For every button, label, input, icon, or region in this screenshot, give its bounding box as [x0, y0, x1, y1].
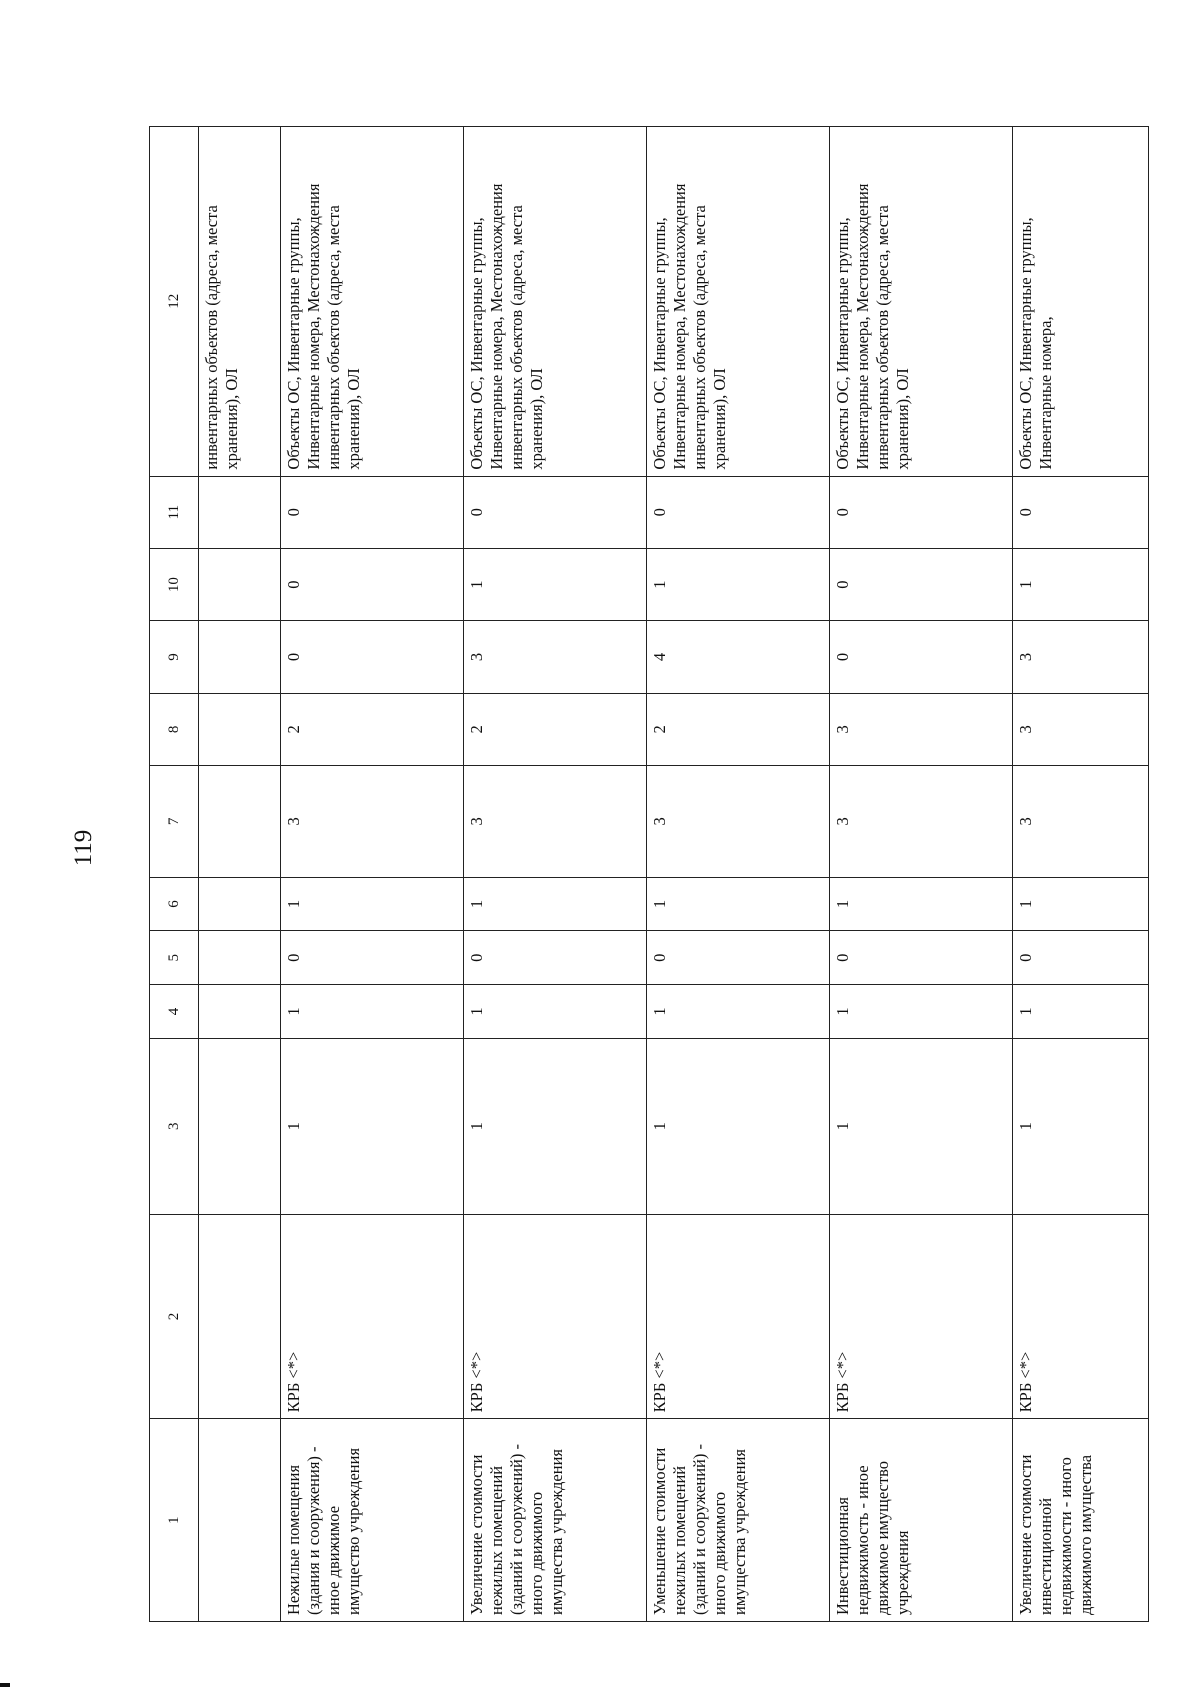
table-cell	[199, 548, 281, 620]
table-cell: 3	[464, 766, 647, 878]
header-cell: 8	[150, 693, 199, 765]
table-cell: 1	[647, 548, 830, 620]
table-cell: 1	[464, 548, 647, 620]
table-cell: 0	[830, 931, 1013, 985]
table-cell: 3	[830, 693, 1013, 765]
continuation-row	[199, 127, 281, 1622]
table-cell: Объекты ОС, Инвентарные группы, Инвентарные номера, Местонахождения инвентарных объектов (адреса, места хранения), ОЛ	[281, 127, 464, 477]
table-cell: 1	[464, 1038, 647, 1214]
table-cell: КРБ <*>	[464, 1214, 647, 1419]
table-cell: 0	[647, 931, 830, 985]
header-cell: 4	[150, 985, 199, 1039]
table-cell: 1	[830, 985, 1013, 1039]
table-cell	[199, 693, 281, 765]
table-cell: 2	[281, 693, 464, 765]
table-cell: 1	[464, 877, 647, 931]
table-cell: КРБ <*>	[1013, 1214, 1149, 1419]
table-cell: 0	[281, 548, 464, 620]
header-cell: 11	[150, 476, 199, 548]
table-cell: 1	[830, 877, 1013, 931]
table-cell	[199, 1038, 281, 1214]
table-cell: 1	[1013, 548, 1149, 620]
table-cell: 0	[281, 476, 464, 548]
table-cell: 1	[1013, 985, 1149, 1039]
table-cell: КРБ <*>	[830, 1214, 1013, 1419]
table-cell: инвентарных объектов (адреса, места хранения), ОЛ	[199, 127, 281, 477]
table-cell: 0	[647, 476, 830, 548]
table-cell: 0	[464, 476, 647, 548]
header-cell: 7	[150, 766, 199, 878]
table-cell: 2	[464, 693, 647, 765]
table-cell: КРБ <*>	[647, 1214, 830, 1419]
header-cell: 1	[150, 1419, 199, 1622]
header-cell: 9	[150, 621, 199, 693]
table-row	[647, 127, 830, 1622]
table-cell: 0	[830, 548, 1013, 620]
table-cell: 1	[1013, 1038, 1149, 1214]
page-number: 119	[70, 829, 97, 867]
table-cell: 1	[830, 1038, 1013, 1214]
table-cell: Объекты ОС, Инвентарные группы, Инвентарные номера, Местонахождения инвентарных объектов (адреса, места хранения), ОЛ	[464, 127, 647, 477]
table-cell: Уменьшение стоимости нежилых помещений (зданий и сооружений) - иного движимого имущества учреждения	[647, 1419, 830, 1622]
table-cell: 0	[830, 476, 1013, 548]
table-cell: 3	[830, 766, 1013, 878]
table-cell: 2	[647, 693, 830, 765]
table-cell: 3	[464, 621, 647, 693]
table-cell: КРБ <*>	[281, 1214, 464, 1419]
table-cell: 3	[1013, 693, 1149, 765]
table-cell: Нежилые помещения (здания и сооружения) - иное движимое имущество учреждения	[281, 1419, 464, 1622]
header-row	[150, 127, 199, 1622]
header-cell: 3	[150, 1038, 199, 1214]
table-cell	[199, 1214, 281, 1419]
table-cell: 1	[281, 877, 464, 931]
table-cell: Инвестиционная недвижимость - иное движимое имущество учреждения	[830, 1419, 1013, 1622]
table-cell: Увеличение стоимости нежилых помещений (зданий и сооружений) - иного движимого имущества учреждения	[464, 1419, 647, 1622]
table-row	[281, 127, 464, 1622]
table-cell: 0	[1013, 476, 1149, 548]
table-cell	[199, 931, 281, 985]
table-cell: Объекты ОС, Инвентарные группы, Инвентарные номера,	[1013, 127, 1149, 477]
table-cell: 0	[281, 931, 464, 985]
table-row	[1013, 127, 1149, 1622]
rotated-table-wrapper	[149, 126, 1141, 1622]
table-cell	[199, 766, 281, 878]
table-cell	[199, 877, 281, 931]
table-cell: 4	[647, 621, 830, 693]
table-cell: 0	[1013, 931, 1149, 985]
table-cell: 1	[281, 1038, 464, 1214]
header-cell: 5	[150, 931, 199, 985]
table-cell	[199, 476, 281, 548]
accounting-table	[149, 126, 1149, 1622]
table-cell: Объекты ОС, Инвентарные группы, Инвентарные номера, Местонахождения инвентарных объектов (адреса, места хранения), ОЛ	[830, 127, 1013, 477]
table-cell: 0	[281, 621, 464, 693]
table-cell: Объекты ОС, Инвентарные группы, Инвентарные номера, Местонахождения инвентарных объектов (адреса, места хранения), ОЛ	[647, 127, 830, 477]
table-cell: 1	[647, 985, 830, 1039]
header-cell: 6	[150, 877, 199, 931]
table-cell: 3	[1013, 766, 1149, 878]
table-cell	[199, 1419, 281, 1622]
table-row	[830, 127, 1013, 1622]
scan-edge-mark	[0, 1683, 10, 1687]
table-row	[464, 127, 647, 1622]
table-cell: 1	[1013, 877, 1149, 931]
table-cell: 1	[464, 985, 647, 1039]
table-cell: 0	[464, 931, 647, 985]
header-cell: 10	[150, 548, 199, 620]
header-cell: 2	[150, 1214, 199, 1419]
table-cell: 3	[1013, 621, 1149, 693]
table-cell	[199, 621, 281, 693]
table-cell: 1	[647, 1038, 830, 1214]
table-cell: 3	[281, 766, 464, 878]
table-cell: Увеличение стоимости инвестиционной недвижимости - иного движимого имущества	[1013, 1419, 1149, 1622]
table-cell: 0	[830, 621, 1013, 693]
table-cell: 3	[647, 766, 830, 878]
header-cell: 12	[150, 127, 199, 477]
table-cell: 1	[647, 877, 830, 931]
table-cell	[199, 985, 281, 1039]
table-cell: 1	[281, 985, 464, 1039]
